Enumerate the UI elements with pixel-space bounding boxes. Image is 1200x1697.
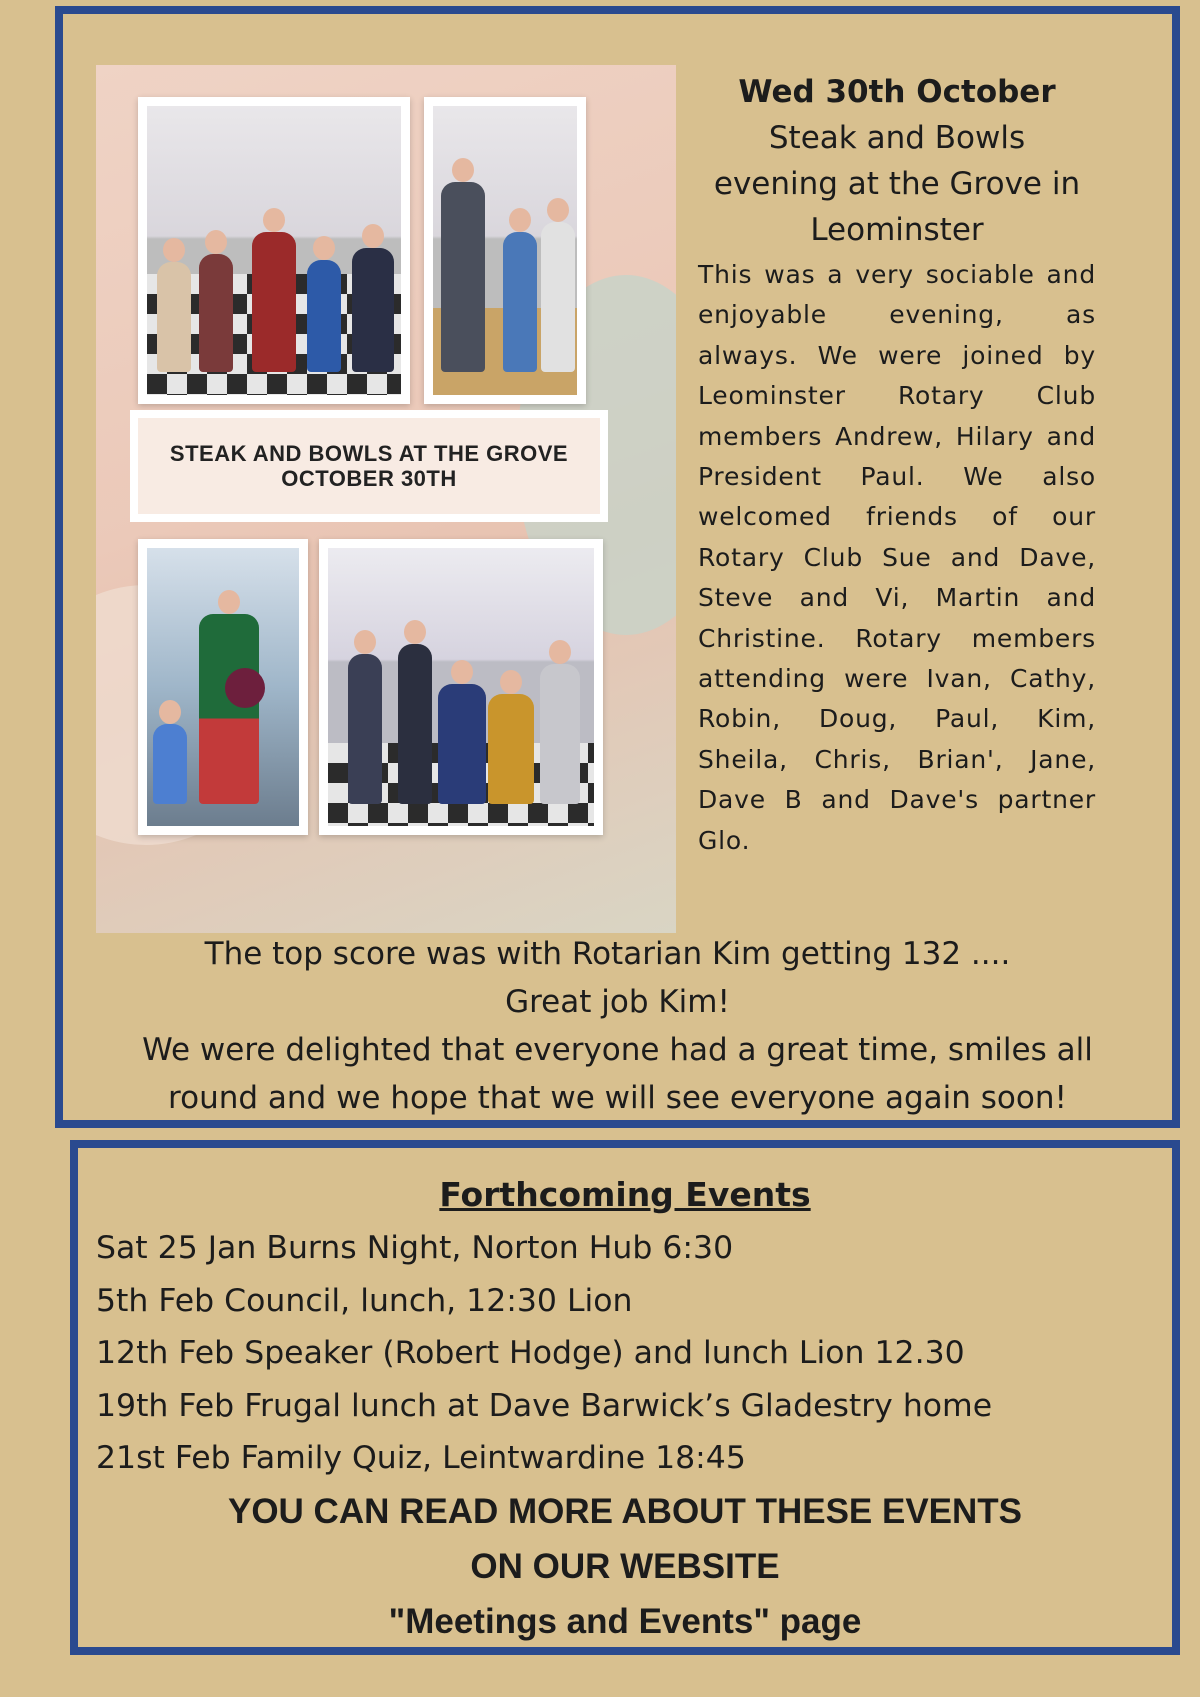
caption-date: OCTOBER 30TH: [281, 466, 457, 491]
event-title: [698, 115, 1096, 253]
bowling-group-photo: [138, 97, 410, 404]
event-title-line: evening at the Grove in: [713, 166, 1081, 202]
website-notice-line: ON OUR WEBSITE: [470, 1547, 780, 1586]
event-report-panel: [55, 6, 1180, 1128]
event-title-line: Leominster: [810, 212, 984, 248]
event-list-item: 12th Feb Speaker (Robert Hodge) and lunch Lion 12.30: [96, 1335, 965, 1371]
website-notice: [78, 1484, 1172, 1649]
event-list-item: Sat 25 Jan Burns Night, Norton Hub 6:30: [96, 1230, 734, 1266]
caption-title: STEAK AND BOWLS AT THE GROVE: [169, 441, 569, 466]
website-notice-line: "Meetings and Events" page: [388, 1602, 862, 1641]
forthcoming-events-panel: [70, 1140, 1180, 1655]
congratulations-text: Great job Kim!: [505, 984, 730, 1020]
bowling-lane-photo: [424, 97, 586, 404]
website-notice-line: YOU CAN READ MORE ABOUT THESE EVENTS: [227, 1492, 1023, 1531]
closing-text-line: We were delighted that everyone had a great time, smiles all: [142, 1032, 1093, 1068]
event-list-item: 19th Feb Frugal lunch at Dave Barwick’s Gladestry home: [96, 1387, 993, 1424]
event-list-item: 5th Feb Council, lunch, 12:30 Lion: [96, 1282, 633, 1319]
bowler-with-ball-photo: [138, 539, 308, 835]
collage-caption: [130, 410, 608, 522]
event-description: This was a very sociable and enjoyable evening, as always. We were joined by Leominster Rotary Club members Andrew, Hilary and President Paul. We also welcomed friends of our Rotary Club Sue and Dave, Steve and Vi, Martin and Christine. Rotary members attending were Ivan, Cathy, Robin, Doug, Paul, Kim, Sheila, Chris, Brian', Jane, Dave B and Dave's partner Glo.: [698, 260, 1096, 855]
event-summary: [63, 930, 1172, 1122]
event-title-line: Steak and Bowls: [768, 120, 1026, 156]
top-score-text: The top score was with Rotarian Kim getting 132 ....: [204, 936, 1011, 972]
event-date: Wed 30th October: [738, 74, 1056, 110]
forthcoming-events-heading: Forthcoming Events: [439, 1175, 811, 1214]
event-details: [698, 70, 1096, 861]
event-list-item: 21st Feb Family Quiz, Leintwardine 18:45: [96, 1440, 746, 1476]
seated-group-photo: [319, 539, 603, 835]
closing-text-line: round and we hope that we will see everyone again soon!: [168, 1080, 1067, 1116]
photo-collage: [96, 65, 676, 933]
forthcoming-events-list: [96, 1222, 992, 1485]
